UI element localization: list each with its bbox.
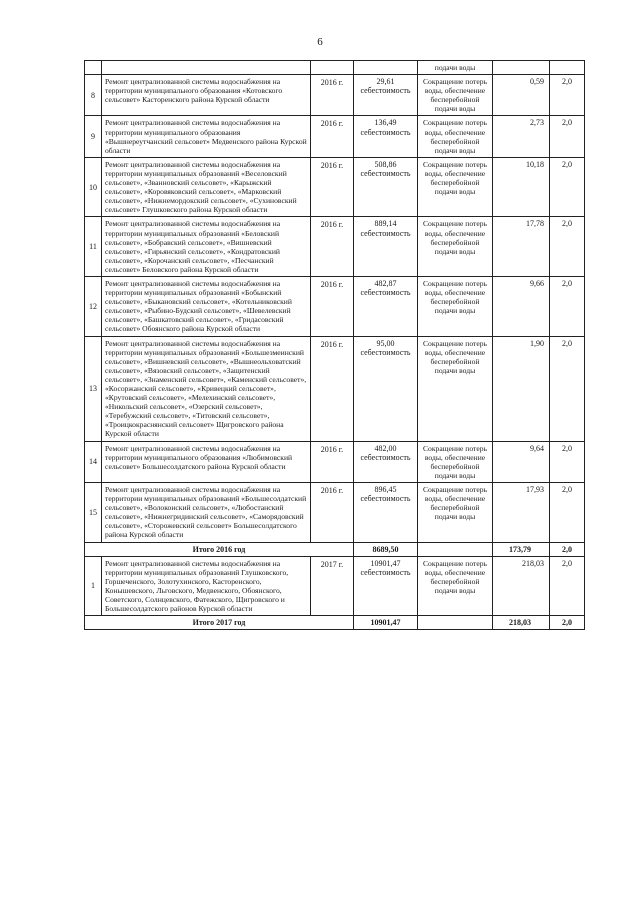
work-goal: Сокращение потерь воды, обеспечение бесперебойной подачи воды: [418, 75, 493, 116]
table-row: [85, 116, 585, 157]
effect-value: 9,64: [493, 441, 550, 482]
satisfaction-value: 2,0: [550, 441, 585, 482]
work-description: Ремонт централизованной системы водоснабжения на территории муниципальных образований «Большесолдатский сельсовет», «Волоконский сельсовет», «Любостанский сельсовет», «Нижнегридинский сельсовет», «Саморядовский сельсовет», «Сторожевский сельсовет» Большесолдатского района Курской области: [102, 482, 311, 542]
row-number: 9: [85, 116, 102, 157]
effect-value: 2,73: [493, 116, 550, 157]
cost-unit: себестоимость: [360, 494, 411, 504]
satisfaction-value: 2,0: [550, 556, 585, 616]
cost-cell: [354, 75, 418, 116]
work-goal: Сокращение потерь воды, обеспечение бесперебойной подачи воды: [418, 157, 493, 217]
satisfaction-value: 2,0: [550, 217, 585, 277]
cost-amount: 889,14: [374, 219, 397, 229]
total-satisfaction: 2,0: [550, 542, 585, 556]
program-table-wrapper: [84, 60, 584, 630]
work-goal: Сокращение потерь воды, обеспечение бесперебойной подачи воды: [418, 336, 493, 441]
total-effect: 218,03: [493, 616, 550, 630]
total-satisfaction: 2,0: [550, 616, 585, 630]
program-table-body: [85, 61, 585, 630]
work-year: 2016 г.: [311, 217, 354, 277]
cost-cell: [354, 157, 418, 217]
row-number: 8: [85, 75, 102, 116]
cost-unit: себестоимость: [360, 127, 411, 137]
effect-value: 17,93: [493, 482, 550, 542]
table-row: [85, 441, 585, 482]
work-description: Ремонт централизованной системы водоснабжения на территории муниципальных образований «Беловский сельсовет», «Бобравский сельсовет», «Вишневский сельсовет», «Гирьянский сельсовет», «Кондратовский сельсовет», «Корочанский сельсовет», «Песчанский сельсовет» Беловского района Курской области: [102, 217, 311, 277]
work-year: 2017 г.: [311, 556, 354, 616]
satisfaction-value: 2,0: [550, 482, 585, 542]
work-description: Ремонт централизованной системы водоснабжения на территории муниципальных образований «Большезмеинский сельсовет», «Вишневский сельсовет», «Вышнеольховатский сельсовет», «Вязовский сельсовет», «Защитенский сельсовет», «Знаменский сельсовет», «Каменский сельсовет», «Косоржанский сельсовет», «Кривецкий сельсовет», «Крутовский сельсовет», «Мелехинский сельсовет», «Никольский сельсовет», «Озерский сельсовет», «Теребужский сельсовет», «Титовский сельсовет», «Троицкокраснянский сельсовет» Щигровского района Курской области: [102, 336, 311, 441]
effect-value: 0,59: [493, 75, 550, 116]
total-effect: 173,79: [493, 542, 550, 556]
cost-unit: себестоимость: [360, 567, 411, 577]
satisfaction-value: 2,0: [550, 157, 585, 217]
effect-value: 9,66: [493, 276, 550, 336]
work-year: 2016 г.: [311, 482, 354, 542]
work-goal: Сокращение потерь воды, обеспечение бесперебойной подачи воды: [418, 441, 493, 482]
cost-cell: [354, 441, 418, 482]
row-number: 12: [85, 276, 102, 336]
continuation-cell: [102, 61, 311, 75]
continuation-cell: [550, 61, 585, 75]
work-year: 2016 г.: [311, 75, 354, 116]
row-number: 13: [85, 336, 102, 441]
table-row: [85, 556, 585, 616]
row-number: 14: [85, 441, 102, 482]
continuation-cell: [85, 61, 102, 75]
cost-amount: 896,45: [374, 484, 397, 494]
row-number: 10: [85, 157, 102, 217]
effect-value: 218,03: [493, 556, 550, 616]
work-description: Ремонт централизованной системы водоснабжения на территории муниципальных образований Глушковского, Горшеченского, Золотухинского, Касторенского, Конышевского, Льговского, Медвенского, Обоянского, Советского, Солнцевского, Фатежского, Щигровского и Большесолдатского районов Курской области: [102, 556, 311, 616]
cost-amount: 508,86: [374, 159, 397, 169]
table-row: [85, 75, 585, 116]
work-description: Ремонт централизованной системы водоснабжения на территории муниципальных образований «Бобынский сельсовет», «Быкановский сельсовет», «Котельниковский сельсовет», «Рыбино-Будский сельсовет», «Шевелевский сельсовет», «Башкатовский сельсовет», «Гридасовский сельсовет» Обоянского района Курской области: [102, 276, 311, 336]
satisfaction-value: 2,0: [550, 116, 585, 157]
work-year: 2016 г.: [311, 336, 354, 441]
work-year: 2016 г.: [311, 276, 354, 336]
work-year: 2016 г.: [311, 157, 354, 217]
total-goal-empty: [418, 616, 493, 630]
work-description: Ремонт централизованной системы водоснабжения на территории муниципального образования «Котовского сельсовет» Касторенского района Курской области: [102, 75, 311, 116]
cost-amount: 10901,47: [370, 558, 401, 568]
total-goal-empty: [418, 542, 493, 556]
cost-unit: себестоимость: [360, 288, 411, 298]
table-row: [85, 157, 585, 217]
cost-cell: [354, 116, 418, 157]
cost-amount: 482,87: [374, 278, 397, 288]
work-goal: Сокращение потерь воды, обеспечение бесперебойной подачи воды: [418, 116, 493, 157]
cost-cell: [354, 217, 418, 277]
work-year: 2016 г.: [311, 116, 354, 157]
continuation-goal: подачи воды: [418, 61, 493, 75]
table-row: [85, 217, 585, 277]
effect-value: 10,18: [493, 157, 550, 217]
continuation-cell: [311, 61, 354, 75]
cost-amount: 136,49: [374, 118, 397, 128]
work-description: Ремонт централизованной системы водоснабжения на территории муниципального образования «Вышнереутчанский сельсовет» Медвенского района Курской области: [102, 116, 311, 157]
total-amount: 8689,50: [354, 542, 418, 556]
cost-unit: себестоимость: [360, 228, 411, 238]
cost-cell: [354, 556, 418, 616]
cost-unit: себестоимость: [360, 168, 411, 178]
total-label: Итого 2017 год: [85, 616, 354, 630]
table-row: [85, 336, 585, 441]
work-goal: Сокращение потерь воды, обеспечение бесперебойной подачи воды: [418, 556, 493, 616]
work-goal: Сокращение потерь воды, обеспечение бесперебойной подачи воды: [418, 276, 493, 336]
effect-value: 17,78: [493, 217, 550, 277]
cost-unit: себестоимость: [360, 452, 411, 462]
work-goal: Сокращение потерь воды, обеспечение бесперебойной подачи воды: [418, 217, 493, 277]
cost-unit: себестоимость: [360, 347, 411, 357]
row-number: 1: [85, 556, 102, 616]
total-row: [85, 542, 585, 556]
continuation-cell: [493, 61, 550, 75]
total-row: [85, 616, 585, 630]
row-number: 15: [85, 482, 102, 542]
work-goal: Сокращение потерь воды, обеспечение бесперебойной подачи воды: [418, 482, 493, 542]
cost-amount: 482,00: [374, 443, 397, 453]
continuation-row: [85, 61, 585, 75]
table-row: [85, 276, 585, 336]
total-label: Итого 2016 год: [85, 542, 354, 556]
satisfaction-value: 2,0: [550, 75, 585, 116]
page-number: 6: [317, 36, 323, 48]
work-year: 2016 г.: [311, 441, 354, 482]
satisfaction-value: 2,0: [550, 336, 585, 441]
effect-value: 1,90: [493, 336, 550, 441]
cost-unit: себестоимость: [360, 86, 411, 96]
cost-cell: [354, 482, 418, 542]
table-row: [85, 482, 585, 542]
total-amount: 10901,47: [354, 616, 418, 630]
cost-amount: 95,00: [376, 338, 395, 348]
row-number: 11: [85, 217, 102, 277]
cost-cell: [354, 276, 418, 336]
cost-cell: [354, 336, 418, 441]
program-table: [84, 60, 585, 630]
cost-amount: 29,61: [376, 77, 395, 87]
work-description: Ремонт централизованной системы водоснабжения на территории муниципального образования «Любимовский сельсовет» Большесолдатского района Курской области: [102, 441, 311, 482]
satisfaction-value: 2,0: [550, 276, 585, 336]
continuation-cell: [354, 61, 418, 75]
work-description: Ремонт централизованной системы водоснабжения на территории муниципальных образований «Веселовский сельсовет», «Званновский сельсовет», «Карыжский сельсовет», «Коровяковский сельсовет», «Марковский сельсовет», «Нижнемордокский сельсовет», «Сухиновский сельсовет» Глушковского района Курской области: [102, 157, 311, 217]
